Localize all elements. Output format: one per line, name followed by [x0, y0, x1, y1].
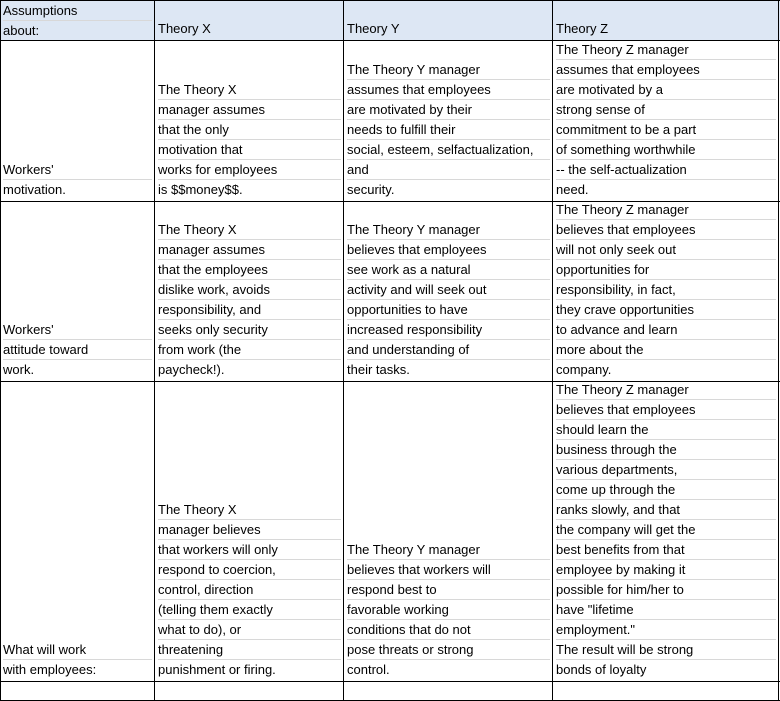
cell-text-line: believes that employees	[556, 400, 776, 420]
empty-cell[interactable]	[553, 682, 778, 700]
cell-text-line: control, direction	[158, 580, 341, 600]
cell-text-line: pose threats or strong	[347, 640, 550, 660]
cell-text	[3, 160, 152, 200]
cell-text	[347, 60, 550, 200]
cell-text-line: motivation that	[158, 140, 341, 160]
cell-text-line: believes that workers will	[347, 560, 550, 580]
cell-text-line: seeks only security	[158, 320, 341, 340]
cell-text-line: Assumptions	[3, 1, 152, 21]
cell-text-line: conditions that do not	[347, 620, 550, 640]
cell-text	[158, 80, 341, 200]
cell-theory-y-what-works[interactable]	[344, 382, 552, 681]
cell-theory-x-attitude[interactable]	[155, 202, 343, 381]
cell-text-line: that the only	[158, 120, 341, 140]
header-cell-theory-x[interactable]	[155, 0, 343, 40]
grid-line	[778, 0, 779, 701]
cell-text-line: attitude toward	[3, 340, 152, 360]
cell-text-line: (telling them exactly	[158, 600, 341, 620]
cell-text	[158, 220, 341, 380]
grid-line	[0, 681, 780, 682]
cell-text-line: need.	[556, 182, 589, 197]
grid-line	[0, 381, 780, 382]
cell-text-line: is $$money$$.	[158, 182, 243, 197]
cell-text-line: manager believes	[158, 520, 341, 540]
cell-text-line: see work as a natural	[347, 260, 550, 280]
cell-text	[347, 19, 550, 39]
cell-text-line: strong sense of	[556, 100, 776, 120]
cell-text-line: believes that employees	[556, 220, 776, 240]
cell-text	[556, 19, 776, 39]
cell-text-line: and understanding of	[347, 340, 550, 360]
cell-theory-z-motivation[interactable]	[553, 41, 778, 201]
cell-text-line: should learn the	[556, 420, 776, 440]
empty-cell[interactable]	[344, 682, 552, 700]
cell-text-line: Theory Y	[347, 21, 400, 36]
cell-text-line: work.	[3, 362, 35, 377]
grid-line	[343, 0, 344, 701]
cell-text	[556, 41, 776, 200]
cell-text-line: responsibility, and	[158, 300, 341, 320]
cell-text-line: to advance and learn	[556, 320, 776, 340]
grid-line	[552, 0, 553, 701]
cell-text-line: The Theory Z manager	[556, 202, 776, 220]
cell-text-line: assumes that employees	[556, 60, 776, 80]
cell-text	[3, 1, 152, 40]
grid-line	[0, 201, 780, 202]
cell-text-line: that workers will only	[158, 540, 341, 560]
cell-text-line: that the employees	[158, 260, 341, 280]
cell-text-line: and	[347, 160, 550, 180]
cell-text-line: various departments,	[556, 460, 776, 480]
cell-text-line: come up through the	[556, 480, 776, 500]
cell-text-line: the company will get the	[556, 520, 776, 540]
cell-theory-y-attitude[interactable]	[344, 202, 552, 381]
cell-text-line: commitment to be a part	[556, 120, 776, 140]
cell-text-line: increased responsibility	[347, 320, 550, 340]
cell-text-line: The Theory Y manager	[347, 540, 550, 560]
cell-text-line: responsibility, in fact,	[556, 280, 776, 300]
cell-text-line: will not only seek out	[556, 240, 776, 260]
cell-text-line: The Theory Y manager	[347, 220, 550, 240]
cell-text-line: best benefits from that	[556, 540, 776, 560]
empty-cell[interactable]	[155, 682, 343, 700]
cell-text-line: Workers'	[3, 320, 152, 340]
cell-text	[3, 320, 152, 380]
cell-text-line: assumes that employees	[347, 80, 550, 100]
cell-text-line: favorable working	[347, 600, 550, 620]
cell-text	[556, 202, 776, 380]
cell-text-line: company.	[556, 362, 612, 377]
cell-text	[347, 540, 550, 680]
cell-text-line: What will work	[3, 640, 152, 660]
empty-cell[interactable]	[0, 682, 154, 700]
cell-text-line: possible for him/her to	[556, 580, 776, 600]
cell-theory-z-attitude[interactable]	[553, 202, 778, 381]
cell-text-line: about:	[3, 23, 40, 38]
cell-text-line: are motivated by their	[347, 100, 550, 120]
header-cell-theory-y[interactable]	[344, 0, 552, 40]
row-label-what-will-work[interactable]	[0, 382, 154, 681]
cell-text-line: The Theory X	[158, 80, 341, 100]
cell-text-line: their tasks.	[347, 362, 410, 377]
cell-theory-x-motivation[interactable]	[155, 41, 343, 201]
cell-text-line: works for employees	[158, 160, 341, 180]
cell-text	[158, 500, 341, 680]
cell-text-line: security.	[347, 182, 395, 197]
cell-text-line: bonds of loyalty	[556, 662, 647, 677]
cell-text-line: business through the	[556, 440, 776, 460]
cell-text-line: opportunities to have	[347, 300, 550, 320]
cell-text-line: control.	[347, 662, 390, 677]
cell-text-line: Theory X	[158, 21, 211, 36]
cell-text-line: The Theory Y manager	[347, 60, 550, 80]
cell-text-line: punishment or firing.	[158, 662, 276, 677]
cell-text-line: social, esteem, selfactualization,	[347, 140, 550, 160]
cell-text	[347, 220, 550, 380]
grid-line	[0, 0, 1, 701]
grid-line	[0, 0, 780, 1]
cell-text-line: employee by making it	[556, 560, 776, 580]
cell-text-line: activity and will seek out	[347, 280, 550, 300]
cell-text-line: manager assumes	[158, 100, 341, 120]
cell-text-line: are motivated by a	[556, 80, 776, 100]
cell-text-line: respond best to	[347, 580, 550, 600]
cell-text-line: from work (the	[158, 340, 341, 360]
cell-text	[158, 19, 341, 39]
cell-text-line: dislike work, avoids	[158, 280, 341, 300]
cell-text-line: Theory Z	[556, 21, 609, 36]
cell-text-line: -- the self-actualization	[556, 160, 776, 180]
grid-line	[154, 0, 155, 701]
cell-text-line: manager assumes	[158, 240, 341, 260]
cell-text-line: The Theory X	[158, 220, 341, 240]
cell-text-line: of something worthwhile	[556, 140, 776, 160]
cell-text-line: Workers'	[3, 160, 152, 180]
cell-text-line: ranks slowly, and that	[556, 500, 776, 520]
row-label-workers-motivation[interactable]	[0, 41, 154, 201]
cell-text-line: The Theory X	[158, 500, 341, 520]
header-cell-theory-z[interactable]	[553, 0, 778, 40]
cell-text-line: The Theory Z manager	[556, 41, 776, 60]
cell-theory-x-what-works[interactable]	[155, 382, 343, 681]
cell-text-line: with employees:	[3, 662, 97, 677]
header-cell-assumptions[interactable]	[0, 0, 154, 40]
cell-text-line: threatening	[158, 640, 341, 660]
cell-text-line: opportunities for	[556, 260, 776, 280]
cell-text-line: needs to fulfill their	[347, 120, 550, 140]
cell-text-line: more about the	[556, 340, 776, 360]
cell-text-line: they crave opportunities	[556, 300, 776, 320]
cell-text	[3, 640, 152, 680]
cell-text-line: The result will be strong	[556, 640, 776, 660]
cell-text-line: motivation.	[3, 182, 66, 197]
cell-theory-z-what-works[interactable]	[553, 382, 778, 681]
cell-text-line: The Theory Z manager	[556, 382, 776, 400]
cell-text-line: employment."	[556, 620, 776, 640]
cell-text	[556, 382, 776, 680]
cell-theory-y-motivation[interactable]	[344, 41, 552, 201]
cell-text-line: have "lifetime	[556, 600, 776, 620]
grid-line	[0, 40, 780, 41]
cell-text-line: believes that employees	[347, 240, 550, 260]
cell-text-line: paycheck!).	[158, 362, 225, 377]
cell-text-line: what to do), or	[158, 620, 341, 640]
cell-text-line: respond to coercion,	[158, 560, 341, 580]
row-label-workers-attitude[interactable]	[0, 202, 154, 381]
